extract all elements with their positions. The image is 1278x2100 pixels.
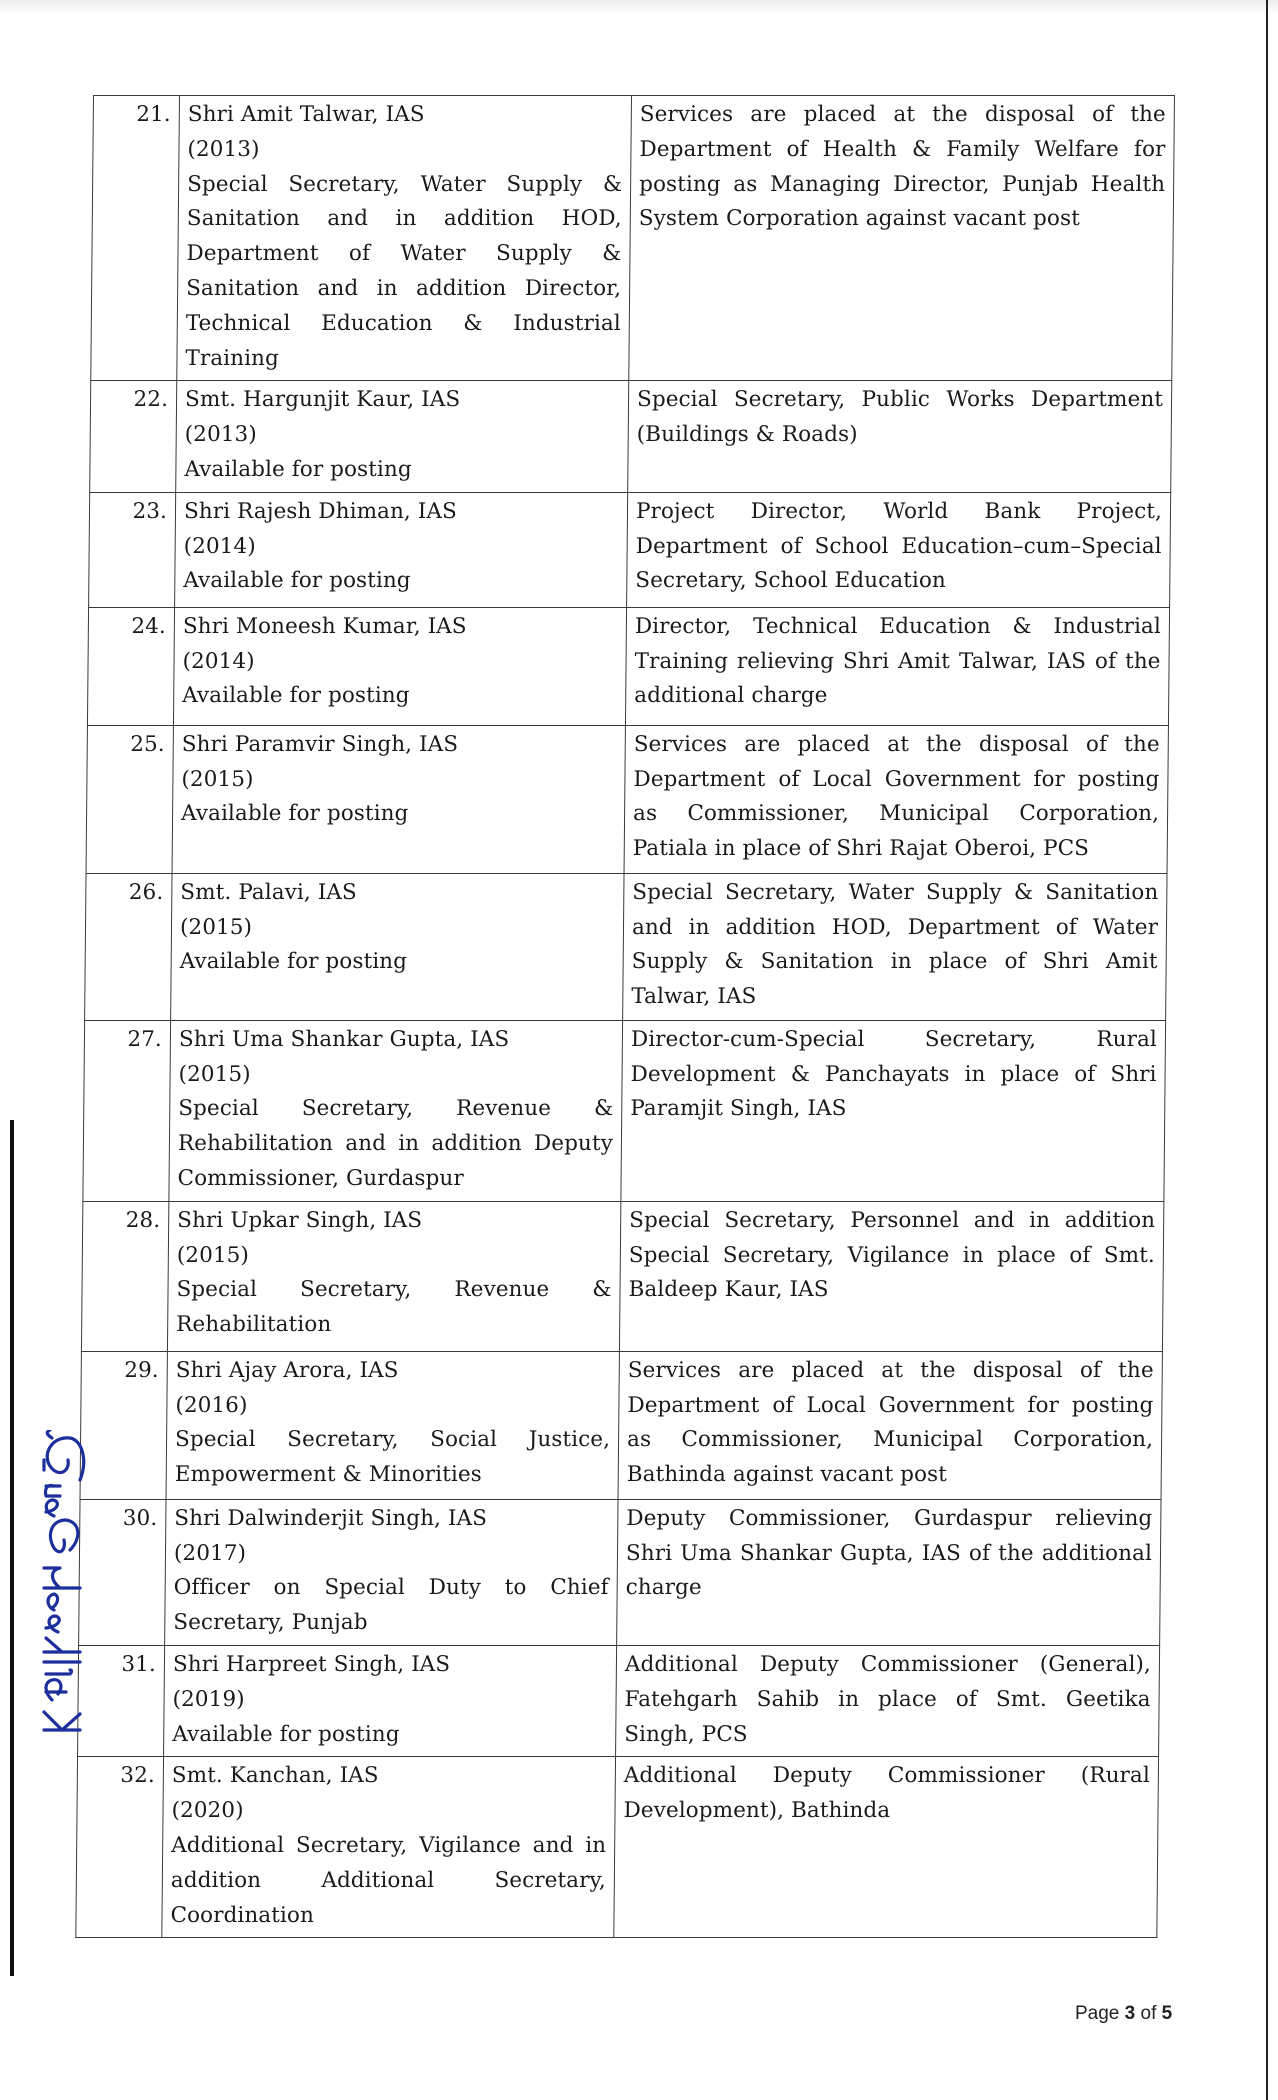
new-posting-cell	[627, 492, 1171, 607]
officer-current-status: Additional Secretary, Vigilance and in addition Additional Secretary, Coordination	[170, 1832, 607, 1928]
right-margin-line	[1266, 0, 1268, 2100]
officer-batch: (2015)	[178, 1061, 251, 1087]
new-posting-cell	[614, 1757, 1159, 1938]
officer-batch: (2020)	[171, 1798, 244, 1824]
new-posting-cell	[629, 96, 1175, 381]
officer-cell	[162, 1757, 616, 1938]
table-row	[86, 725, 1168, 873]
officer-cell	[173, 607, 626, 725]
officer-cell	[165, 1499, 618, 1645]
officer-current-status: Special Secretary, Water Supply & Sanitation and in addition HOD, Department of Water Supply & Sanitation and in addition Director, Technical Education & Industrial Training	[185, 171, 623, 371]
officer-cell	[171, 873, 624, 1020]
scan-edge-shadow	[0, 0, 1278, 14]
table-row	[85, 873, 1167, 1020]
officer-batch: (2013)	[184, 422, 257, 448]
officer-batch: (2019)	[172, 1686, 245, 1712]
serial-number: 24.	[131, 613, 167, 639]
serial-number: 29.	[124, 1357, 159, 1383]
table-row	[90, 381, 1172, 492]
new-posting-cell	[623, 873, 1167, 1020]
officer-current-status: Available for posting	[179, 949, 408, 975]
table-row	[80, 1351, 1162, 1499]
table-row	[87, 607, 1169, 725]
new-posting-cell	[628, 381, 1172, 492]
officer-name: Smt. Hargunjit Kaur, IAS	[184, 387, 461, 413]
table-row	[76, 1757, 1159, 1938]
new-posting-cell	[616, 1645, 1160, 1756]
serial-number: 32.	[120, 1763, 155, 1789]
new-posting-cell	[618, 1351, 1162, 1499]
posting-orders-table	[75, 95, 1175, 1938]
officer-batch: (2015)	[176, 1242, 250, 1268]
officer-batch: (2015)	[181, 766, 254, 792]
officer-batch: (2014)	[183, 533, 256, 559]
signature-icon	[30, 1430, 94, 1740]
officer-batch: (2014)	[182, 648, 255, 674]
new-posting-text: Services are placed at the disposal of the Department of Local Government for posting as Commissioner, Municipal Corporation, Bathinda against vacant post	[626, 1357, 1154, 1488]
serial-number-cell	[91, 96, 180, 381]
officer-batch: (2013)	[187, 136, 260, 162]
table-body	[76, 96, 1175, 1938]
officer-cell	[176, 381, 629, 492]
serial-number-cell	[76, 1757, 164, 1938]
officer-current-status: Available for posting	[183, 568, 411, 594]
new-posting-text: Special Secretary, Water Supply & Sanitation and in addition HOD, Department of Water Supply & Sanitation in place of Shri Amit Talwar, IAS	[631, 879, 1159, 1010]
serial-number: 28.	[125, 1207, 161, 1233]
new-posting-text: Deputy Commissioner, Gurdaspur relieving Shri Uma Shankar Gupta, IAS of the additional charge	[625, 1505, 1153, 1601]
officer-current-status: Special Secretary, Social Justice, Empowerment & Minorities	[174, 1427, 611, 1488]
table-row	[91, 96, 1175, 381]
officer-cell	[177, 96, 632, 381]
officer-cell	[169, 1020, 623, 1201]
serial-number-cell	[87, 607, 174, 725]
officer-current-status: Officer on Special Duty to Chief Secretary, Punjab	[173, 1575, 609, 1636]
officer-name: Shri Rajesh Dhiman, IAS	[183, 498, 458, 524]
table-row	[78, 1645, 1160, 1756]
serial-number: 22.	[133, 387, 169, 413]
serial-number: 26.	[128, 879, 164, 905]
new-posting-cell	[624, 725, 1168, 873]
officer-name: Smt. Palavi, IAS	[180, 879, 357, 905]
serial-number: 23.	[132, 498, 168, 524]
officer-name: Shri Harpreet Singh, IAS	[172, 1651, 451, 1677]
officer-current-status: Available for posting	[184, 456, 412, 482]
officer-cell	[164, 1645, 617, 1756]
officer-name: Shri Amit Talwar, IAS	[187, 102, 425, 127]
page-number-footer	[1075, 2003, 1172, 2025]
serial-number-cell	[86, 725, 173, 873]
new-posting-text: Project Director, World Bank Project, Department of School Education–cum–Special Secretary, School Education	[635, 498, 1163, 594]
serial-number-cell	[81, 1201, 168, 1351]
officer-name: Shri Paramvir Singh, IAS	[181, 731, 459, 757]
handwritten-signature	[30, 1430, 94, 1740]
table-row	[89, 492, 1171, 607]
page-of-label: of	[1140, 2003, 1157, 2024]
table-row	[83, 1020, 1166, 1201]
officer-cell	[175, 492, 628, 607]
officer-current-status: Available for posting	[182, 683, 410, 709]
officer-name: Shri Ajay Arora, IAS	[175, 1357, 399, 1383]
officer-batch: (2016)	[175, 1392, 248, 1418]
table-row	[79, 1499, 1161, 1645]
serial-number-cell	[90, 381, 177, 492]
officer-name: Smt. Kanchan, IAS	[171, 1763, 379, 1789]
serial-number: 30.	[122, 1505, 158, 1531]
new-posting-text: Services are placed at the disposal of the Department of Health & Family Welfare for posting as Managing Director, Punjab Health System Corporation against vacant post	[638, 102, 1166, 232]
posting-orders-page	[75, 95, 1174, 1938]
page-label: Page	[1075, 2003, 1120, 2024]
new-posting-text: Director-cum-Special Secretary, Rural Development & Panchayats in place of Shri Paramjit Singh, IAS	[630, 1026, 1158, 1122]
new-posting-text: Special Secretary, Personnel and in addition Special Secretary, Vigilance in place of Smt. Baldeep Kaur, IAS	[628, 1207, 1156, 1303]
serial-number: 31.	[121, 1651, 157, 1677]
new-posting-text: Additional Deputy Commissioner (General), Fatehgarh Sahib in place of Smt. Geetika Singh, PCS	[624, 1651, 1152, 1747]
officer-batch: (2017)	[173, 1540, 247, 1566]
officer-cell	[167, 1201, 620, 1351]
new-posting-cell	[617, 1499, 1161, 1645]
serial-number: 25.	[130, 731, 165, 757]
officer-current-status: Available for posting	[172, 1721, 400, 1747]
new-posting-text: Additional Deputy Commissioner (Rural Development), Bathinda	[623, 1763, 1150, 1824]
officer-cell	[166, 1351, 619, 1499]
serial-number-cell	[85, 873, 172, 1020]
serial-number-cell	[89, 492, 176, 607]
current-page-number: 3	[1124, 2003, 1136, 2024]
officer-name: Shri Uma Shankar Gupta, IAS	[178, 1026, 510, 1052]
serial-number-cell	[83, 1020, 171, 1201]
officer-current-status: Special Secretary, Revenue & Rehabilitation and in addition Deputy Commissioner, Gurdaspur	[177, 1096, 614, 1191]
officer-name: Shri Moneesh Kumar, IAS	[182, 613, 467, 639]
officer-cell	[172, 725, 625, 873]
officer-current-status: Special Secretary, Revenue & Rehabilitation	[176, 1277, 612, 1338]
officer-name: Shri Dalwinderjit Singh, IAS	[174, 1505, 488, 1531]
serial-number: 21.	[136, 102, 171, 127]
left-margin-bar	[10, 1120, 14, 1976]
new-posting-cell	[625, 607, 1169, 725]
officer-batch: (2015)	[179, 914, 253, 940]
new-posting-cell	[619, 1201, 1163, 1351]
new-posting-text: Director, Technical Education & Industrial Training relieving Shri Amit Talwar, IAS of the additional charge	[634, 613, 1162, 709]
new-posting-cell	[621, 1020, 1166, 1201]
serial-number: 27.	[127, 1026, 163, 1052]
officer-name: Shri Upkar Singh, IAS	[177, 1207, 423, 1233]
new-posting-text: Special Secretary, Public Works Department (Buildings & Roads)	[636, 387, 1164, 448]
officer-current-status: Available for posting	[180, 801, 409, 827]
table-row	[81, 1201, 1163, 1351]
total-page-count: 5	[1161, 2003, 1173, 2024]
new-posting-text: Services are placed at the disposal of the Department of Local Government for posting as Commissioner, Municipal Corporation, Patiala in place of Shri Rajat Oberoi, PCS	[632, 731, 1160, 862]
